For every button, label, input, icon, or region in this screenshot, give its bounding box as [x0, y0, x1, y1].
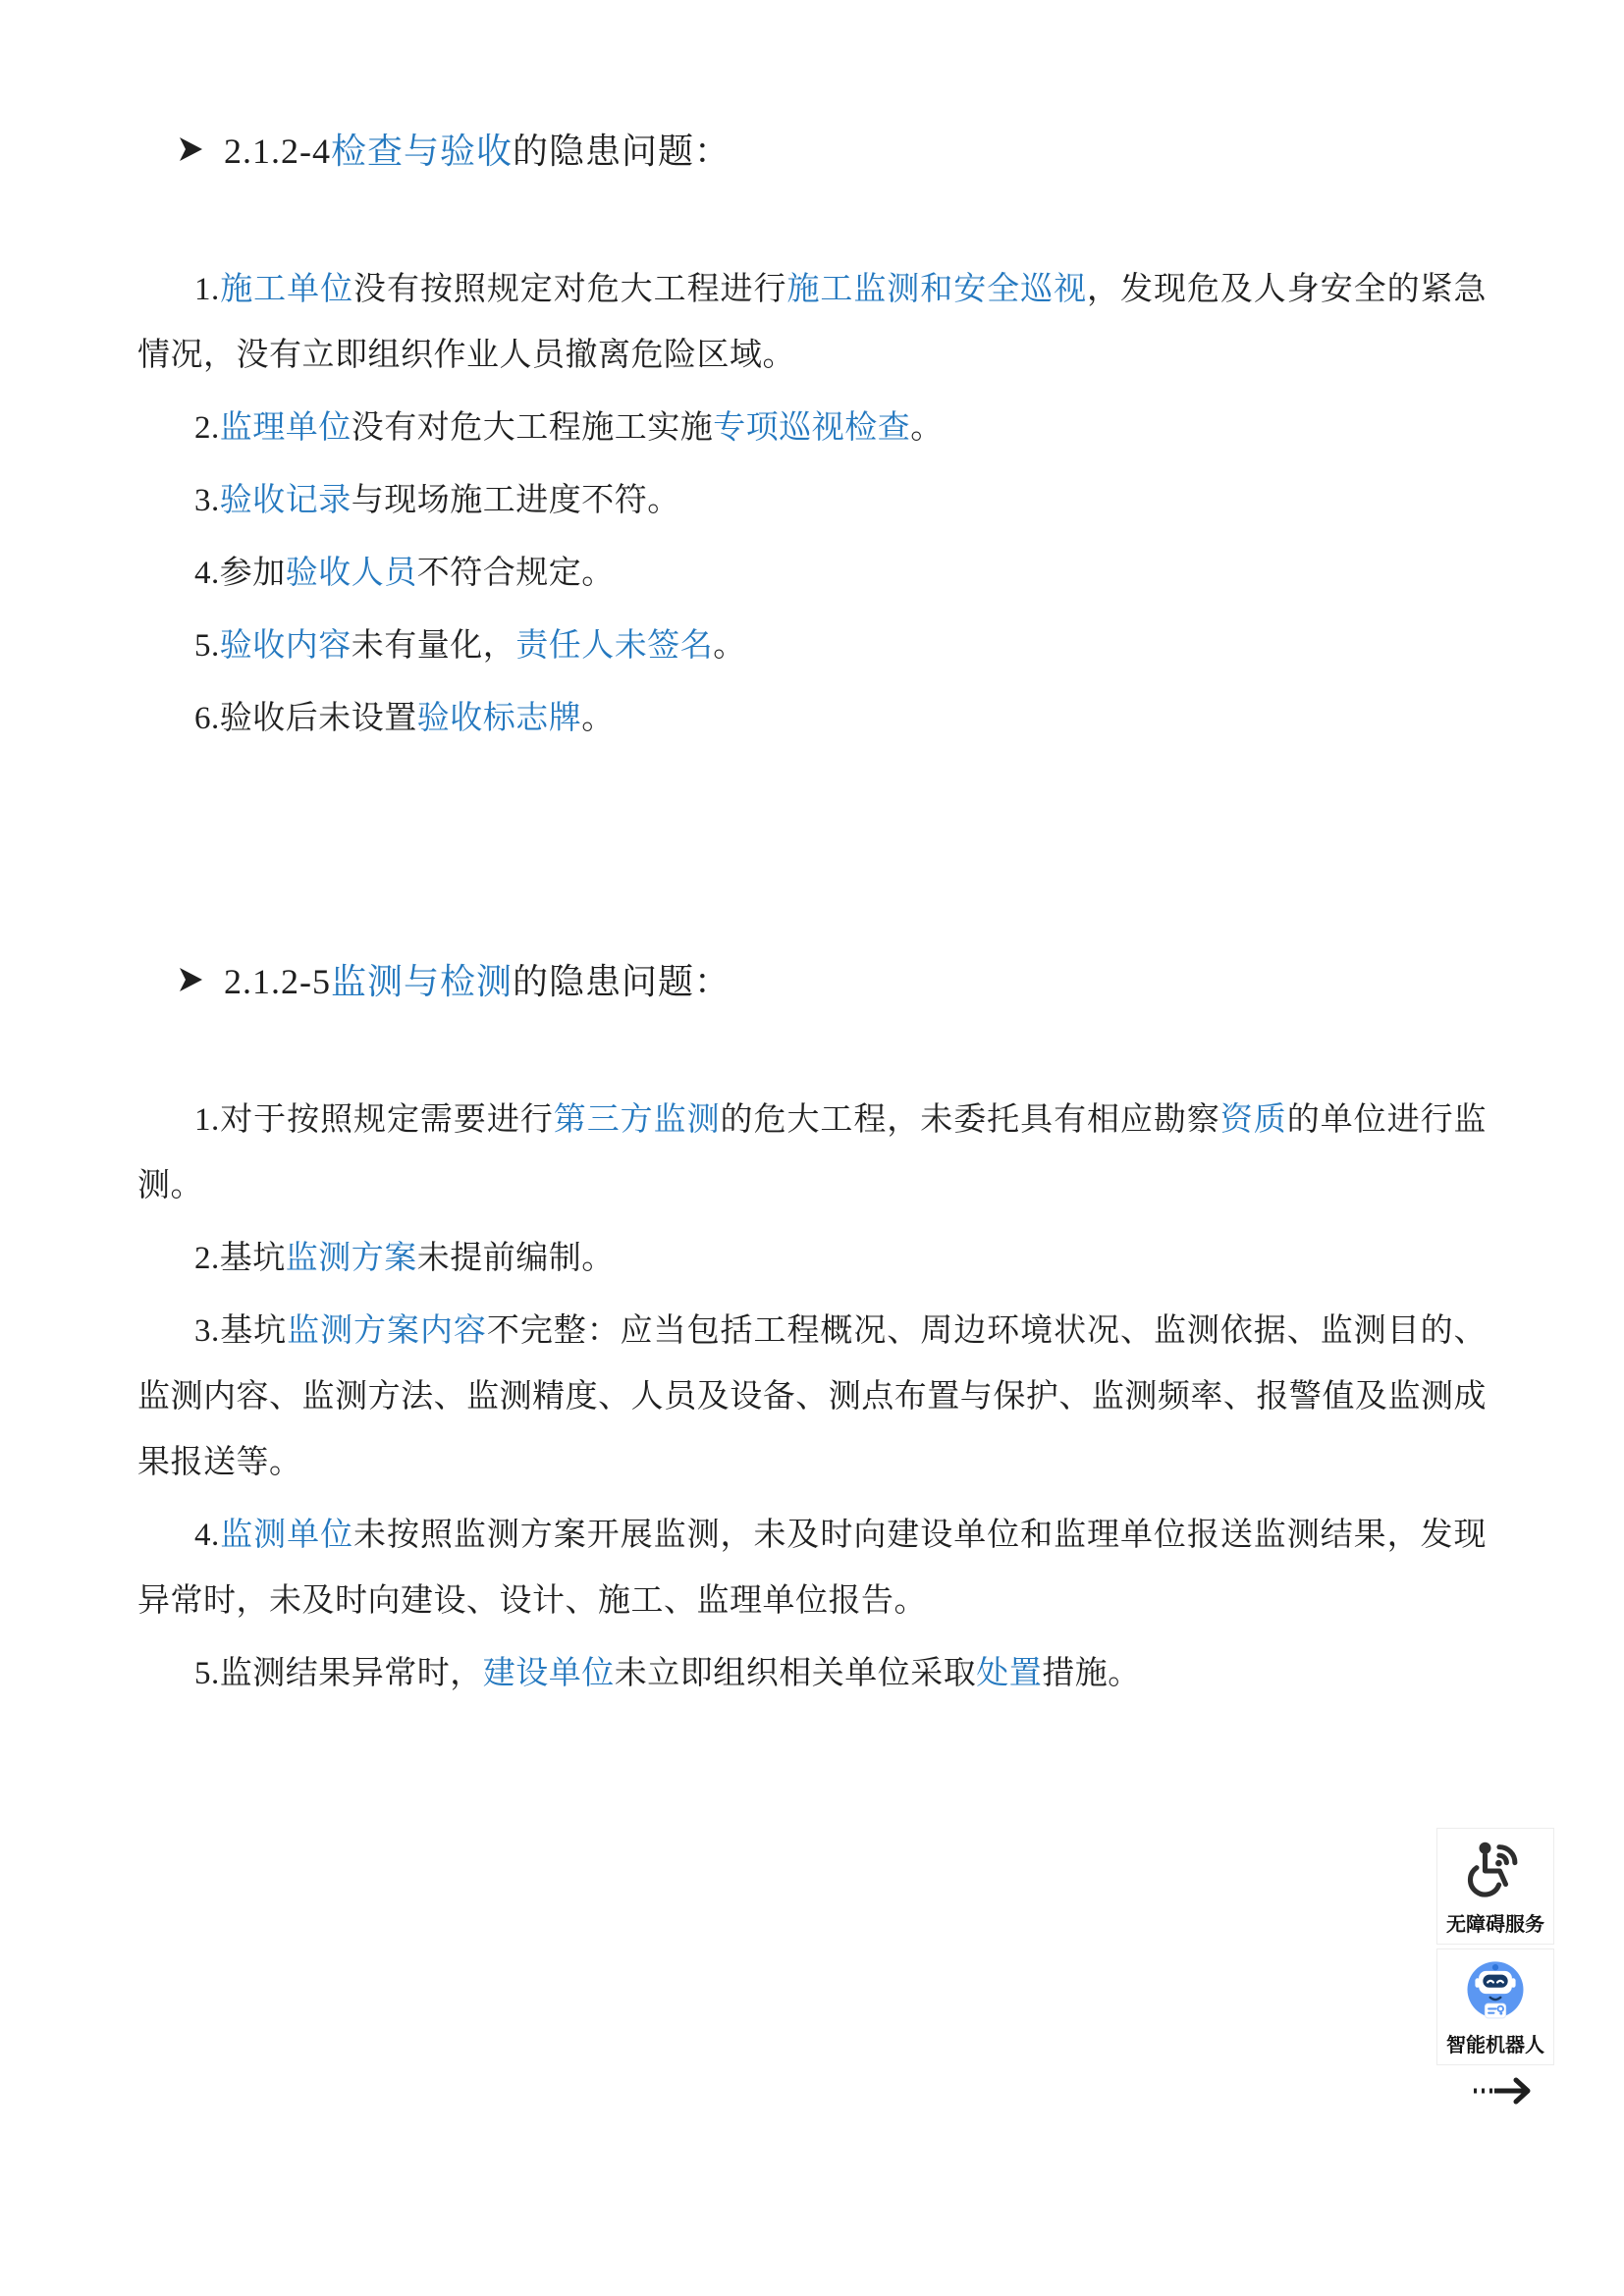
text-run: 。 [581, 701, 615, 736]
text-run: 5.监测结果异常时， [194, 1656, 483, 1691]
list-item [137, 257, 1487, 389]
arrow-bullet-icon [179, 116, 204, 187]
text-run: 未立即组织相关单位采取 [614, 1656, 977, 1691]
text-run: 处置 [976, 1656, 1043, 1691]
text-run: 。 [910, 410, 944, 446]
text-run: 监测与检测 [331, 962, 514, 1001]
list-item [137, 396, 1487, 461]
text-run: 5. [194, 628, 220, 664]
text-run: 。 [713, 628, 746, 664]
text-run: 未提前编制。 [416, 1241, 615, 1276]
text-run: 措施。 [1042, 1656, 1141, 1691]
text-run: 不完整：应当包括工程概况、周边环境状况、监测依据、监测目的、监测内容、监测方法、监测精度、人员及设备、测点布置与保护、监测频率、报警值及监测成果报送等。 [137, 1313, 1488, 1480]
text-run: 6.验收后未设置 [194, 701, 417, 736]
text-run: 3.基坑 [194, 1313, 288, 1349]
text-run: 验收标志牌 [416, 701, 582, 736]
text-run: 2. [194, 410, 220, 446]
dotted-right-arrow[interactable] [1467, 2071, 1547, 2110]
text-run: 检查与验收 [331, 132, 514, 171]
text-run: 施工监测和安全巡视 [786, 272, 1088, 307]
text-run: 施工单位 [219, 272, 354, 307]
text-run: 1.对于按照规定需要进行 [194, 1102, 554, 1138]
text-run: 验收记录 [219, 483, 352, 518]
text-run: 不符合规定。 [416, 556, 615, 591]
document-body [137, 116, 1487, 1714]
text-run: 的隐患问题： [513, 962, 731, 1001]
text-run: 责任人未签名 [515, 628, 714, 664]
list-item [137, 468, 1487, 534]
section-items [137, 1088, 1487, 1707]
section [137, 116, 1487, 752]
text-run: 2.1.2-4 [224, 132, 331, 171]
smart-robot-label: 智能机器人 [1446, 2035, 1544, 2056]
text-run: 建设单位 [482, 1656, 615, 1691]
text-run: 4. [194, 1518, 220, 1553]
text-run: 资质 [1219, 1102, 1287, 1138]
text-run: 1. [194, 272, 220, 307]
heading-text [224, 946, 731, 1017]
text-run: 监测方案 [285, 1241, 417, 1276]
list-item [137, 541, 1487, 607]
list-item [137, 1641, 1487, 1707]
heading-text [224, 116, 731, 187]
text-run: 与现场施工进度不符。 [351, 483, 680, 518]
text-run: 监理单位 [219, 410, 352, 446]
text-run: 验收人员 [285, 556, 417, 591]
list-item [137, 1503, 1487, 1634]
text-run: 未按照监测方案开展监测，未及时向建设单位和监理单位报送监测结果，发现异常时，未及时向建设、设计、施工、监理单位报告。 [137, 1518, 1488, 1619]
section-items [137, 257, 1487, 752]
text-run: 监测方案内容 [287, 1313, 487, 1349]
text-run: 的危大工程，未委托具有相应勘察 [720, 1102, 1220, 1138]
sections [137, 116, 1487, 1707]
text-run: 3. [194, 483, 220, 518]
list-item [137, 1226, 1487, 1292]
text-run: 4.参加 [194, 556, 286, 591]
text-run: 没有对危大工程施工实施 [351, 410, 714, 446]
section-heading [179, 116, 1487, 187]
list-item [137, 686, 1487, 752]
text-run: 2.1.2-5 [224, 962, 331, 1001]
text-run: 未有量化， [351, 628, 516, 664]
smart-robot-widget[interactable] [1436, 1949, 1554, 2065]
accessibility-service-label: 无障碍服务 [1446, 1914, 1544, 1936]
wheelchair-wifi-icon [1437, 1829, 1553, 1912]
list-item [137, 614, 1487, 679]
list-item [137, 1088, 1487, 1219]
text-run: 的隐患问题： [513, 132, 731, 171]
arrow-bullet-icon [179, 946, 204, 1017]
text-run: 监测单位 [219, 1518, 354, 1553]
text-run: 验收内容 [219, 628, 352, 664]
text-run: 没有按照规定对危大工程进行 [353, 272, 787, 307]
section [137, 946, 1487, 1707]
text-run: 的单位进行监测。 [137, 1102, 1488, 1203]
text-run: 第三方监测 [553, 1102, 721, 1138]
robot-icon [1437, 1949, 1553, 2033]
text-run: 2.基坑 [194, 1241, 286, 1276]
section-heading [179, 946, 1487, 1017]
text-run: ，发现危及人身安全的紧急情况，没有立即组织作业人员撤离危险区域。 [137, 272, 1488, 373]
accessibility-service-widget[interactable] [1436, 1828, 1554, 1945]
list-item [137, 1299, 1487, 1496]
text-run: 专项巡视检查 [713, 410, 911, 446]
